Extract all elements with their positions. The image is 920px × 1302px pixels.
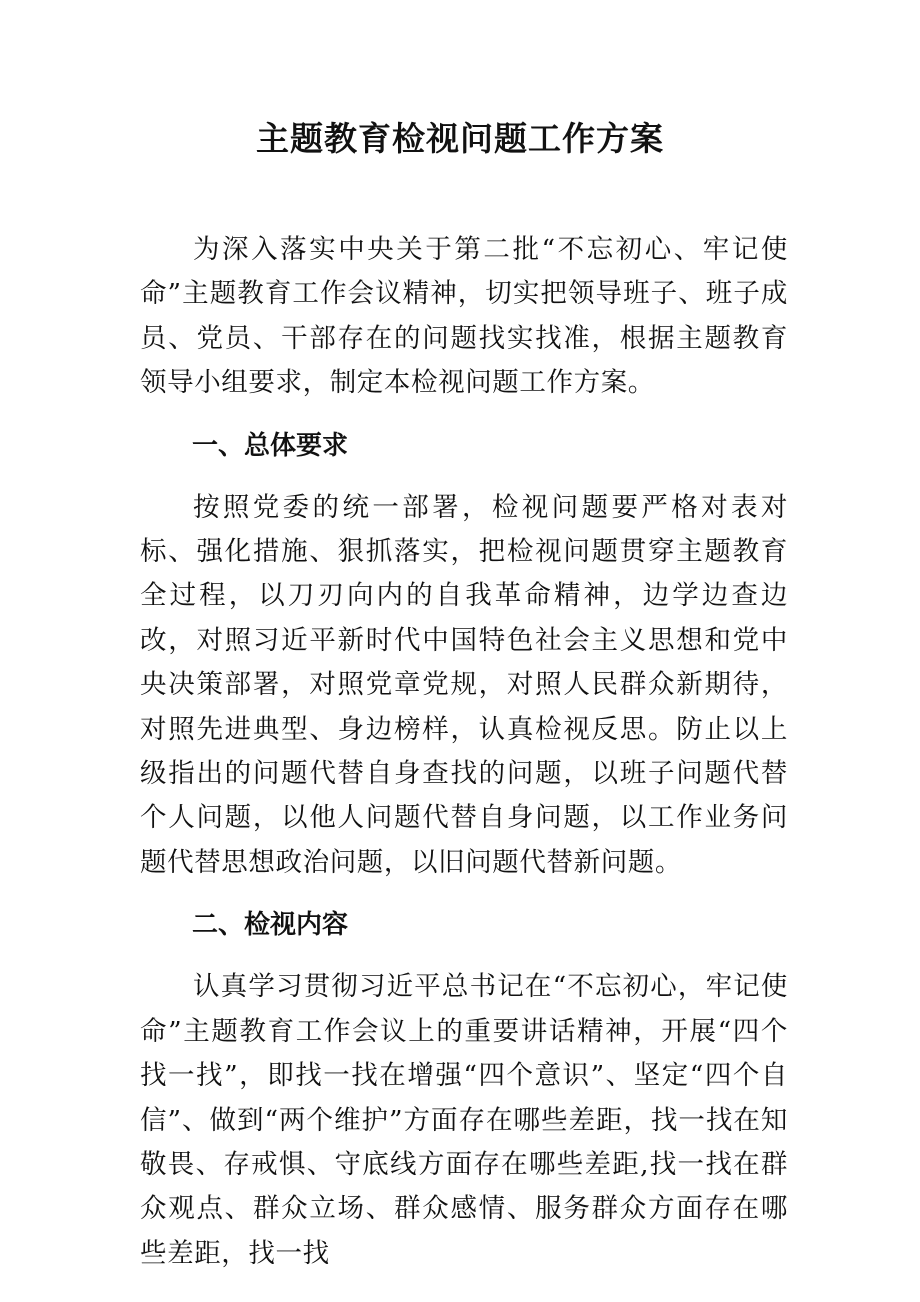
section-heading-review-content: 二、检视内容: [192, 910, 349, 941]
general-requirements-paragraph: 按照党委的统一部署，检视问题要严格对表对标、强化措施、狠抓落实，把检视问题贯穿主题教育全过程，以刀刃向内的自我革命精神，边学边查边改，对照习近平新时代中国特色社会主义思想和党中央决策部署，对照党章党规，对照人民群众新期待，对照先进典型、身边榜样，认真检视反思。防止以上级指出的问题代替自身查找的问题，以班子问题代替个人问题，以他人问题代替自身问题，以工作业务问题代替思想政治问题，以旧问题代替新问题。: [140, 491, 788, 878]
review-content-paragraph: 认真学习贯彻习近平总书记在“不忘初心，牢记使命”主题教育工作会议上的重要讲话精神，开展“四个找一找”，即找一找在增强“四个意识”、坚定“四个自信”、做到“两个维护”方面存在哪些差距，找一找在知敬畏、存戒惧、守底线方面存在哪些差距,找一找在群众观点、群众立场、群众感情、服务群众方面存在哪些差距，找一找: [140, 971, 788, 1269]
document-title: 主题教育检视问题工作方案: [256, 119, 664, 158]
intro-paragraph: 为深入落实中央关于第二批“不忘初心、牢记使命”主题教育工作会议精神，切实把领导班子、班子成员、党员、干部存在的问题找实找准，根据主题教育领导小组要求，制定本检视问题工作方案。: [140, 234, 788, 399]
document-body: [140, 228, 788, 1276]
section-heading-general-requirements: 一、总体要求: [192, 430, 349, 461]
